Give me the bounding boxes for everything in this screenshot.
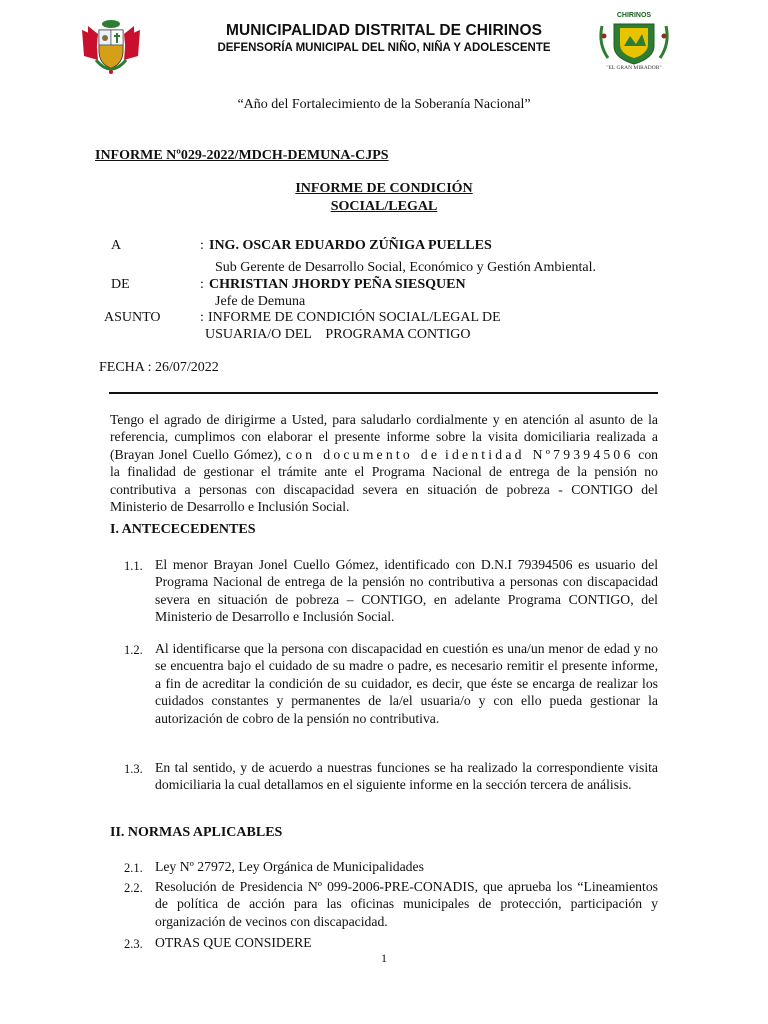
item-number: 1.2. bbox=[124, 643, 143, 657]
list-item: Al identificarse que la persona con discapacidad en cuestión es una/un menor de edad y no se encuentra bajo el cuidado de su madre o padre, es necesario remitir el presente informe, a fin de acreditar la condición de su cuidador, es decir, que éste se encarga de realizar los cuidados constantes y permanentes de la/el usuaria/o y con ello pueda gestionar la autorización de cobro de la pensión no contributiva. bbox=[155, 641, 658, 726]
chirinos-logo-motto: "EL GRAN MIRADOR" bbox=[606, 65, 662, 71]
intro-text-part1: Tengo el agrado de dirigirme a Usted, para saludarlo cordialmente y en atención al asunto de la referencia, cumplimos con elaborar el presente informe sobre la visita domiciliaria realizada a (Brayan Jonel Cuello Gómez), bbox=[110, 412, 658, 462]
intro-spaced-text-b: identidad Nº79394506 bbox=[444, 446, 634, 462]
municipality-title: MUNICIPALIDAD DISTRITAL DE CHIRINOS bbox=[225, 22, 543, 39]
sender-name: CHRISTIAN JHORDY PEÑA SIESQUEN bbox=[209, 277, 466, 292]
field-asunto-colon: : bbox=[200, 310, 204, 325]
intro-paragraph bbox=[110, 411, 658, 515]
chirinos-logo-top-text: CHIRINOS bbox=[616, 12, 652, 19]
municipality-subtitle: DEFENSORÍA MUNICIPAL DEL NIÑO, NIÑA Y ADOLESCENTE bbox=[217, 42, 551, 54]
sender-role: Jefe de Demuna bbox=[215, 294, 306, 309]
item-number: 2.3. bbox=[124, 937, 143, 951]
list-item: El menor Brayan Jonel Cuello Gómez, identificado con D.N.I 79394506 es usuario del Programa Nacional de entrega de la pensión no contributiva a personas con discapacidad severa en situación de pobreza – CONTIGO, en adelante Programa CONTIGO, del Ministerio de Desarrollo e Inclusión Social. bbox=[155, 557, 658, 625]
item-number: 1.1. bbox=[124, 559, 143, 573]
field-de-colon: : bbox=[200, 277, 204, 292]
page-number: 1 bbox=[381, 951, 387, 965]
item-number: 1.3. bbox=[124, 762, 143, 776]
item-number: 2.1. bbox=[124, 861, 143, 875]
informe-number: INFORME Nº029-2022/MDCH-DEMUNA-CJPS bbox=[95, 148, 389, 163]
list-item: Resolución de Presidencia Nº 099-2006-PRE-CONADIS, que aprueba los “Lineamientos de política de acción para las oficinas municipales de protección, participación y organización de vecinos con discapacidad. bbox=[155, 879, 658, 929]
recipient-role: Sub Gerente de Desarrollo Social, Económico y Gestión Ambiental. bbox=[215, 260, 597, 275]
field-a-label: A bbox=[111, 238, 122, 253]
field-asunto-label: ASUNTO bbox=[104, 310, 161, 325]
recipient-name: ING. OSCAR EDUARDO ZÚÑIGA PUELLES bbox=[209, 238, 492, 253]
intro-text-part2: con la finalidad de gestionar el trámite ante el Programa Nacional de entrega de la pensión no contributiva a personas con discapacidad severa en situación de pobreza - CONTIGO del Ministerio de Desarrollo e Inclusión Social. bbox=[110, 446, 659, 515]
item-number: 2.2. bbox=[124, 881, 143, 895]
date-field: FECHA : 26/07/2022 bbox=[99, 360, 219, 375]
list-item: En tal sentido, y de acuerdo a nuestras funciones se ha realizado la correspondiente visita domiciliaria la cual detallamos en el siguiente informe en la sección tercera de análisis. bbox=[155, 760, 658, 793]
list-item: OTRAS QUE CONSIDERE bbox=[155, 935, 312, 950]
list-item: Ley Nº 27972, Ley Orgánica de Municipalidades bbox=[155, 859, 424, 874]
document-title-line2: SOCIAL/LEGAL bbox=[330, 199, 438, 214]
document-title-line1: INFORME DE CONDICIÓN bbox=[295, 181, 473, 196]
horizontal-divider bbox=[109, 392, 658, 394]
field-a-colon: : bbox=[200, 238, 204, 253]
field-de-label: DE bbox=[111, 277, 130, 292]
year-motto: “Año del Fortalecimiento de la Soberanía Nacional” bbox=[237, 97, 531, 112]
section-1-heading: I. ANTECECEDENTES bbox=[110, 522, 256, 537]
subject-line1: INFORME DE CONDICIÓN SOCIAL/LEGAL DE bbox=[208, 310, 501, 325]
intro-spaced-text-a: con documento de bbox=[285, 446, 441, 462]
subject-line2: USUARIA/O DEL PROGRAMA CONTIGO bbox=[205, 327, 471, 342]
section-2-heading: II. NORMAS APLICABLES bbox=[110, 825, 283, 840]
